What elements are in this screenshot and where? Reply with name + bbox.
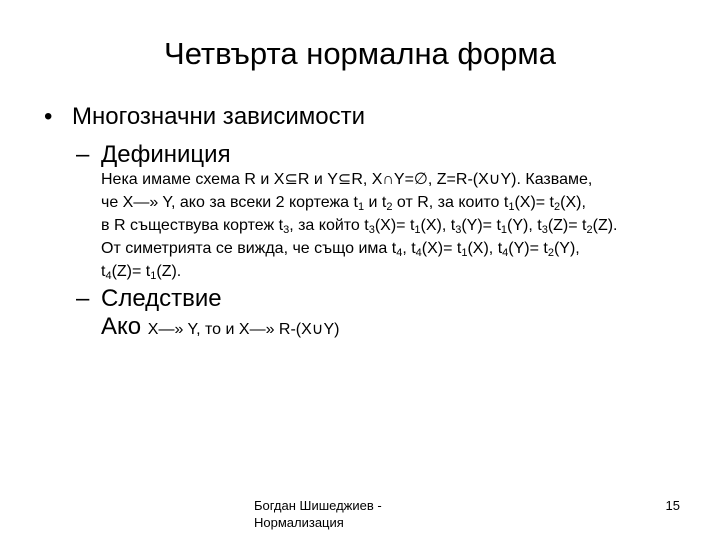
text-run: (X), t [420,217,456,234]
subscript: 4 [105,270,112,282]
bullet-marker: • [44,103,53,130]
text-run: (Z)= t [547,217,587,234]
bullet-text: Многозначни зависимости [72,103,365,130]
subscript: 4 [502,247,509,259]
definition-line-5 [101,260,701,283]
text-run: , t [402,240,416,257]
definition-line-1: Нека имаме схема R и X⊆R и Y⊆R, X∩Y=∅, Z=R-(X∪Y). Казваме, [101,171,593,188]
text-run: от R, за които t [392,194,509,211]
footer-author-line-1: Богдан Шишеджиев - [254,498,382,513]
text-run: (X), t [467,240,503,257]
sub-bullet-text: Следствие [101,285,222,312]
text-run: , за който t [289,217,369,234]
subscript: 1 [500,224,508,236]
definition-line-3 [101,214,701,237]
text-run: (X)= t [374,217,415,234]
text-run: (X)= t [421,240,462,257]
subscript: 1 [508,201,515,213]
text-run: (X)= t [514,194,554,211]
text-run: (Z). [592,217,618,234]
text-run: в R съществува кортеж t [101,217,284,234]
text-run: (X), [560,194,586,211]
subscript: 2 [586,224,593,236]
subscript: 1 [150,270,157,282]
text-run: (Z)= t [111,263,151,280]
subscript: 1 [414,224,421,236]
text-run: (Y), [553,240,580,257]
consequence-formula: X—» Y, то и X—» R-(X∪Y) [147,321,340,338]
subscript: 2 [547,247,554,259]
text-run: (Y)= t [508,240,548,257]
subscript: 2 [386,201,393,213]
dash-marker: – [76,285,90,312]
subscript: 3 [368,224,375,236]
footer-author-line-2: Нормализация [254,515,344,530]
text-run: От симетрията се вижда, че също има t [101,240,397,257]
definition-line-2 [101,191,701,214]
sub-bullet-text: Дефиниция [101,141,231,168]
subscript: 1 [461,247,468,259]
definition-paragraph [101,168,701,283]
consequence-lead: Ако [101,313,148,340]
text-run: (Y)= t [461,217,501,234]
dash-marker: – [76,141,90,168]
subscript: 3 [455,224,462,236]
subscript: 4 [396,247,403,259]
subscript: 3 [541,224,548,236]
subscript: 4 [415,247,422,259]
text-run: (Z). [156,263,182,280]
sub-bullet-consequence [76,284,696,314]
text-run: и t [364,194,387,211]
footer-author [254,497,454,531]
consequence-text [101,312,701,345]
subscript: 3 [283,224,290,236]
sub-bullet-definition [76,140,696,170]
text-run: (Y), t [507,217,542,234]
slide-title: Четвърта нормална форма [164,36,556,71]
subscript: 1 [357,201,365,213]
definition-line-4 [101,237,701,260]
subscript: 2 [554,201,561,213]
text-run: че X—» Y, ако за всеки 2 кортежа t [101,194,358,211]
page-number: 15 [665,498,680,513]
bullet-multivalued-dependencies [44,102,694,132]
text-run: t [101,263,106,280]
